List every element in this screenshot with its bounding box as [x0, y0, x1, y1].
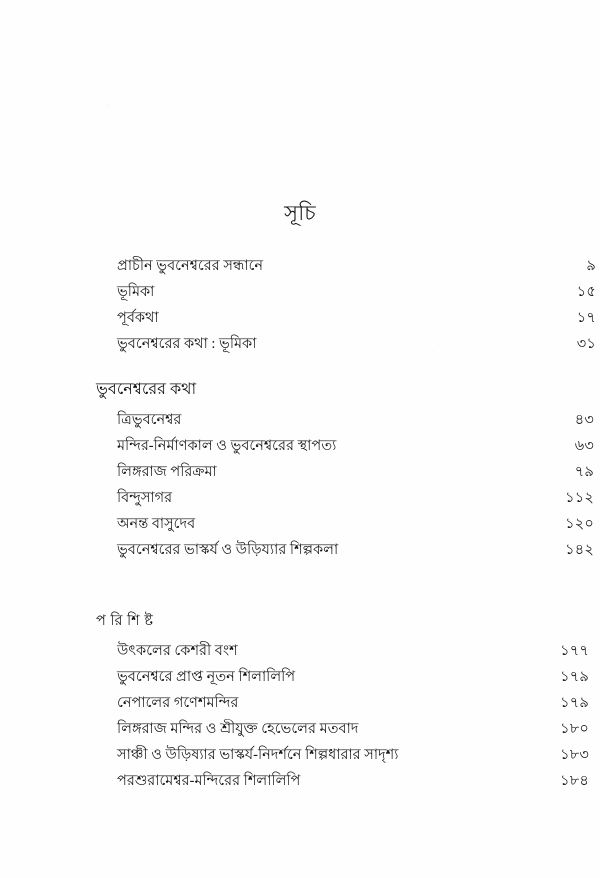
toc-entry-list	[0, 407, 600, 563]
toc-entry-page-number: ১৪২	[565, 542, 594, 558]
toc-entry[interactable]	[0, 305, 600, 331]
section-gap	[0, 563, 600, 585]
toc-entry[interactable]	[0, 742, 600, 768]
toc-entry-page-number: ১৫	[576, 284, 596, 300]
toc-entry-page-number: ১৮০	[560, 721, 589, 737]
toc-entry-list	[0, 638, 600, 794]
toc-entry[interactable]	[0, 690, 600, 716]
toc-entry-page-number: ৬৩	[574, 438, 594, 454]
toc-entry-title: লিঙ্গরাজ মন্দির ও শ্রীযুক্ত হেভেলের মতবাদ	[117, 721, 359, 737]
page-title: সূচি	[284, 201, 316, 225]
toc-group-heading: ভুবনেশ্বরের কথা	[96, 381, 197, 398]
toc-entry-list	[0, 253, 600, 357]
toc-entry[interactable]	[0, 511, 600, 537]
toc-entry-page-number: ১৭৭	[560, 643, 589, 659]
toc-group-heading: পরিশিষ্ট	[96, 613, 158, 629]
toc-entry-title: পূর্বকথা	[117, 310, 159, 326]
toc-entry-page-number: ৯	[586, 258, 596, 274]
toc-entry[interactable]	[0, 279, 600, 305]
toc-entry[interactable]	[0, 433, 600, 459]
toc-entry-page-number: ৩১	[576, 336, 596, 352]
toc-entry-title: মন্দির-নির্মাণকাল ও ভুবনেশ্বরের স্থাপত্য	[117, 438, 337, 454]
toc-entry[interactable]	[0, 407, 600, 433]
toc-entry[interactable]	[0, 537, 600, 563]
toc-entry-title: ভুবনেশ্বরের ভাস্কর্য ও উড়িয্যার শিল্পকলা	[117, 542, 339, 558]
toc-entry[interactable]	[0, 485, 600, 511]
toc-entry-page-number: ১৭৯	[560, 669, 589, 685]
toc-entry[interactable]	[0, 459, 600, 485]
toc-entry-title: ভূমিকা	[117, 284, 155, 300]
toc-group-main-section	[0, 377, 600, 563]
toc-entry-title: অনন্ত বাসুদেব	[117, 516, 196, 532]
toc-entry[interactable]	[0, 664, 600, 690]
toc-entry-title: পরশুরামেশ্বর-মন্দিরের শিলালিপি	[117, 773, 301, 789]
toc-entry[interactable]	[0, 638, 600, 664]
toc-entry-title: নেপালের গণেশমন্দির	[117, 695, 239, 711]
toc-group-front-matter	[0, 253, 600, 357]
toc-entry-page-number: ১৮৪	[560, 773, 589, 789]
toc-entry-page-number: ১১২	[565, 490, 594, 506]
toc-entry-page-number: ১৮৩	[560, 747, 589, 763]
toc-entry[interactable]	[0, 253, 600, 279]
toc-entry-page-number: ১২০	[565, 516, 594, 532]
toc-entry-page-number: ১৭	[576, 310, 596, 326]
toc-entry-title: ভুবনেশ্বরে প্রাপ্ত নূতন শিলালিপি	[117, 669, 296, 685]
toc-entry[interactable]	[0, 768, 600, 794]
toc-entry-page-number: ৪৩	[574, 412, 594, 428]
toc-entry-page-number: ৭৯	[574, 464, 594, 480]
toc-entry-title: লিঙ্গরাজ পরিক্রমা	[117, 464, 217, 480]
toc-entry-title: প্রাচীন ভুবনেশ্বরের সন্ধানে	[117, 258, 264, 274]
toc-entry-page-number: ১৭৯	[560, 695, 589, 711]
toc-entry[interactable]	[0, 716, 600, 742]
toc-entry-title: বিন্দুসাগর	[117, 490, 173, 506]
toc-entry-title: ত্রিভুবনেশ্বর	[117, 412, 182, 428]
toc-entry-title: ভুবনেশ্বরের কথা : ভূমিকা	[117, 336, 257, 352]
toc-entry-title: সাঞ্চী ও উড়িষ্যার ভাস্কর্য-নিদর্শনে শিল্পধারার সাদৃশ্য	[117, 747, 399, 763]
toc-group-appendix	[0, 608, 600, 794]
toc-entry-title: উৎকলের কেশরী বংশ	[117, 643, 238, 659]
toc-entry[interactable]	[0, 331, 600, 357]
